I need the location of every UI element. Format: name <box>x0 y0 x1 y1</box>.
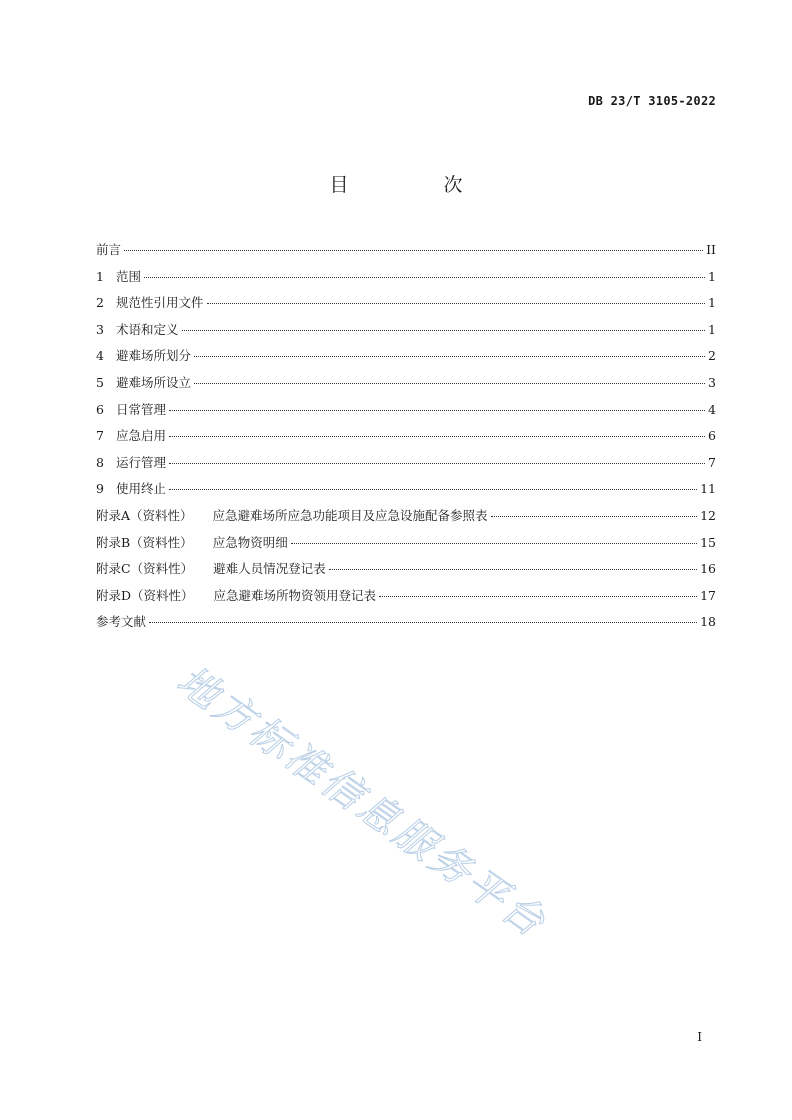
toc-entry-page: 4 <box>708 401 716 417</box>
toc-entry-label: 使用终止 <box>116 481 167 497</box>
toc-dot-leader <box>124 250 703 251</box>
toc-entry-number: 1 <box>96 268 104 284</box>
toc-dot-leader <box>194 356 705 357</box>
toc-entry[interactable] <box>96 320 716 347</box>
annex-title: 避难人员情况登记表 <box>213 561 326 577</box>
toc-entry-label: 避难场所设立 <box>116 374 192 390</box>
toc-entry-number: 8 <box>96 454 104 470</box>
toc-entry[interactable] <box>96 400 716 427</box>
toc-dot-leader <box>329 569 698 570</box>
toc-entry-page: 3 <box>708 374 716 390</box>
toc-entry-annex[interactable] <box>96 506 716 533</box>
page-number: I <box>697 1030 702 1044</box>
toc-entry-label <box>96 559 326 577</box>
annex-tag: 附录A（资料性） <box>96 507 193 523</box>
toc-entry-annex[interactable] <box>96 559 716 586</box>
toc-entry-number: 2 <box>96 295 104 311</box>
toc-entry[interactable] <box>96 346 716 373</box>
table-of-contents <box>96 240 716 639</box>
toc-entry-annex[interactable] <box>96 533 716 560</box>
toc-entry-page: 7 <box>708 454 716 470</box>
toc-entry-label: 避难场所划分 <box>116 348 192 364</box>
toc-dot-leader <box>144 277 705 278</box>
toc-entry[interactable] <box>96 612 716 639</box>
toc-entry-label: 规范性引用文件 <box>116 295 204 311</box>
toc-dot-leader <box>291 543 697 544</box>
toc-entry-label: 应急启用 <box>116 428 167 444</box>
toc-entry-label <box>96 533 288 551</box>
toc-entry-page: 11 <box>700 481 716 497</box>
annex-title: 应急避难场所物资领用登记表 <box>213 587 377 603</box>
toc-entry-label <box>96 586 376 604</box>
annex-tag: 附录D（资料性） <box>96 587 194 603</box>
toc-dot-leader <box>169 489 697 490</box>
toc-entry[interactable] <box>96 373 716 400</box>
toc-dot-leader <box>491 516 698 517</box>
toc-dot-leader <box>379 596 697 597</box>
toc-entry[interactable] <box>96 426 716 453</box>
toc-entry-label <box>96 506 488 524</box>
toc-entry-number: 4 <box>96 348 104 364</box>
toc-entry-annex[interactable] <box>96 586 716 613</box>
toc-entry-page: II <box>706 242 716 257</box>
toc-entry[interactable] <box>96 267 716 294</box>
toc-entry-page: 17 <box>700 587 716 603</box>
toc-entry-page: 16 <box>700 561 716 577</box>
toc-entry-label: 范围 <box>116 268 142 284</box>
watermark: 地方标准信息服务平台 <box>168 657 556 948</box>
toc-dot-leader <box>149 622 697 623</box>
toc-entry-label: 前言 <box>96 242 122 257</box>
page-title: 目 次 <box>329 174 501 196</box>
toc-entry-page: 18 <box>700 614 716 630</box>
toc-entry-number: 6 <box>96 401 104 417</box>
toc-entry-label: 参考文献 <box>96 614 147 630</box>
toc-dot-leader <box>169 463 705 464</box>
toc-entry[interactable] <box>96 240 716 267</box>
toc-entry-page: 1 <box>708 295 716 311</box>
toc-entry-label: 运行管理 <box>116 454 167 470</box>
toc-entry-page: 1 <box>708 321 716 337</box>
toc-entry[interactable] <box>96 293 716 320</box>
toc-entry-label: 日常管理 <box>116 401 167 417</box>
toc-entry-page: 6 <box>708 428 716 444</box>
annex-title: 应急避难场所应急功能项目及应急设施配备参照表 <box>212 507 488 523</box>
toc-entry-number: 7 <box>96 428 104 444</box>
toc-entry-page: 12 <box>700 507 716 523</box>
annex-tag: 附录B（资料性） <box>96 534 193 550</box>
toc-entry-page: 2 <box>708 348 716 364</box>
toc-dot-leader <box>182 330 705 331</box>
annex-title: 应急物资明细 <box>212 534 288 550</box>
toc-entry-label: 术语和定义 <box>116 321 179 337</box>
toc-entry-page: 15 <box>700 534 716 550</box>
toc-entry-number: 9 <box>96 481 104 497</box>
annex-tag: 附录C（资料性） <box>96 561 194 577</box>
toc-entry-number: 3 <box>96 321 104 337</box>
toc-entry-page: 1 <box>708 268 716 284</box>
toc-dot-leader <box>207 303 705 304</box>
toc-entry[interactable] <box>96 479 716 506</box>
toc-dot-leader <box>169 410 705 411</box>
document-code: DB 23/T 3105-2022 <box>588 94 716 108</box>
toc-dot-leader <box>194 383 705 384</box>
toc-entry-number: 5 <box>96 374 104 390</box>
toc-entry[interactable] <box>96 453 716 480</box>
toc-dot-leader <box>169 436 705 437</box>
